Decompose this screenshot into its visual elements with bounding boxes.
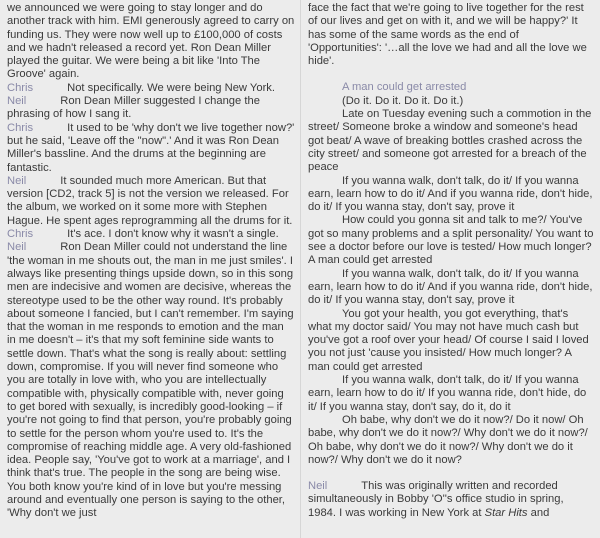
dialogue-text: It's ace. I don't know why it wasn't a single. [67,228,279,241]
speaker-name: Chris [7,228,34,241]
dialogue-line [7,95,295,122]
lyric-chorus: If you wanna walk, don't talk, do it/ If you wanna earn, learn how to do it/ And if you wanna ride, don't hide, do it/ If you wanna stay, don't say, prove it [308,174,593,214]
lyric-verse: You got your health, you got everything, that's what my doctor said/ You may not have much cash but you've got a roof over your head/ Of course I said I loved you not just 'cause you insisted/ How much longer? A man could get arrested [308,307,589,373]
dialogue-text: This was originally written and recorded simultaneously in Bobby 'O''s office studio in spring, 1984. I was working in New York at [308,480,564,519]
lyric-outro: Oh babe, why don't we do it now?/ Do it now/ Oh babe, why don't we do it now?/ Why don't we do it now?/ Oh babe, why don't we do it now?/ Why don't we do it now?/ Why don't we do it now? [308,413,588,466]
speaker-name: Chris [7,121,34,134]
right-column [308,2,594,520]
dialogue-line [7,122,295,175]
dialogue-line [7,175,295,228]
lyric-verse: How could you gonna sit and talk to me?/ You've got so many problems and a split personality/ You want to see a doctor before our love is tested/ How much longer? A man could get arrested [308,214,594,267]
speaker-name: Chris [7,81,34,94]
dialogue-text: Not specifically. We were being New York. [67,81,275,94]
lyric-line: (Do it. Do it. Do it. Do it.) [342,94,464,107]
dialogue-text: It used to be 'why don't we live together now?' but he said, 'Leave off the "now".' And it was Ron Dean Miller's bassline. And the drums at the beginning are fantastic. [7,121,295,174]
speaker-name: Neil [7,95,27,108]
lyric-verse: Late on Tuesday evening such a commotion in the street/ Someone broke a window and someone's head got beat/ A wave of breaking bottles crashed across the city street/ and someone got arrested for a breach of the peace [308,108,592,174]
column-divider [300,0,301,538]
dialogue-line [308,480,594,520]
intro-paragraph: we announced we were going to stay longer and do another track with him. EMI generously agreed to carry on funding us. They were now well up to £100,000 of costs and we hadn't released a record yet. Ron Dean Miller played the guitar. We were being a bit like 'Into The Groove' again. [7,2,295,81]
continued-paragraph: face the fact that we're going to live together for the rest of our lives and get on with it, and we will be happy?' It has some of the same words as the end of 'Opportunities': '…all the love we had and all the love we hide'. [308,2,587,68]
dialogue-text: Ron Dean Miller suggested I change the phrasing of how I sang it. [7,95,260,121]
lyric-chorus: If you wanna walk, don't talk, do it/ If you wanna earn, learn how to do it/ If you wanna ride, don't hide, do it/ If you wanna stay, don't say, do it, do it [308,374,587,413]
lyric-chorus: If you wanna walk, don't talk, do it/ If you wanna earn, learn how to do it/ And if you wanna ride, don't hide, do it/ If you wanna stay, don't say, prove it [308,267,593,307]
speaker-name: Neil [308,480,328,493]
lyric-title: A man could get arrested [342,81,467,94]
speaker-name: Neil [7,174,27,187]
dialogue-line [7,228,295,241]
speaker-name: Neil [7,241,27,254]
dialogue-text-end: and [527,506,550,519]
publication-title: Star Hits [484,506,528,519]
dialogue-text: It sounded much more American. But that version [CD2, track 5] is not the version we released. For the album, we worked on it some more with Stephen Hague. He spent ages reprogramming all the drums for it. [7,174,293,227]
dialogue-line [7,82,295,95]
dialogue-text: Ron Dean Miller could not understand the line 'the woman in me shouts out, the man in me just smiles'. I always like presenting things upside down, so in this song men are indecisive and women are decisive, whereas the stereotype used to be the other way round. It's probably about someone I fancied, but I can't remember. I'm saying that the woman in me responds to emotion and the man in me doesn't – it's that my soft feminine side wants to settle down. That's what the song is really about: settling down, compromise. If you will never find someone who you are totally in love with, who you are intellectually compatible with, physically compatible with, never going to get bored with sexually, is incredibly good-looking – if you're not going to find that person, you're probably going to settle for the person whom you're used to. It's the compromise of reaching middle age. A very old-fashioned idea. People say, 'You've got to work at a marriage', and I think that's true. The people in the song are being wise. You both know you're kind of in love but you're messing around and eventually one person is saying to the other, 'Why don't we just [7,241,294,520]
dialogue-line [7,241,295,520]
left-column [7,2,295,521]
